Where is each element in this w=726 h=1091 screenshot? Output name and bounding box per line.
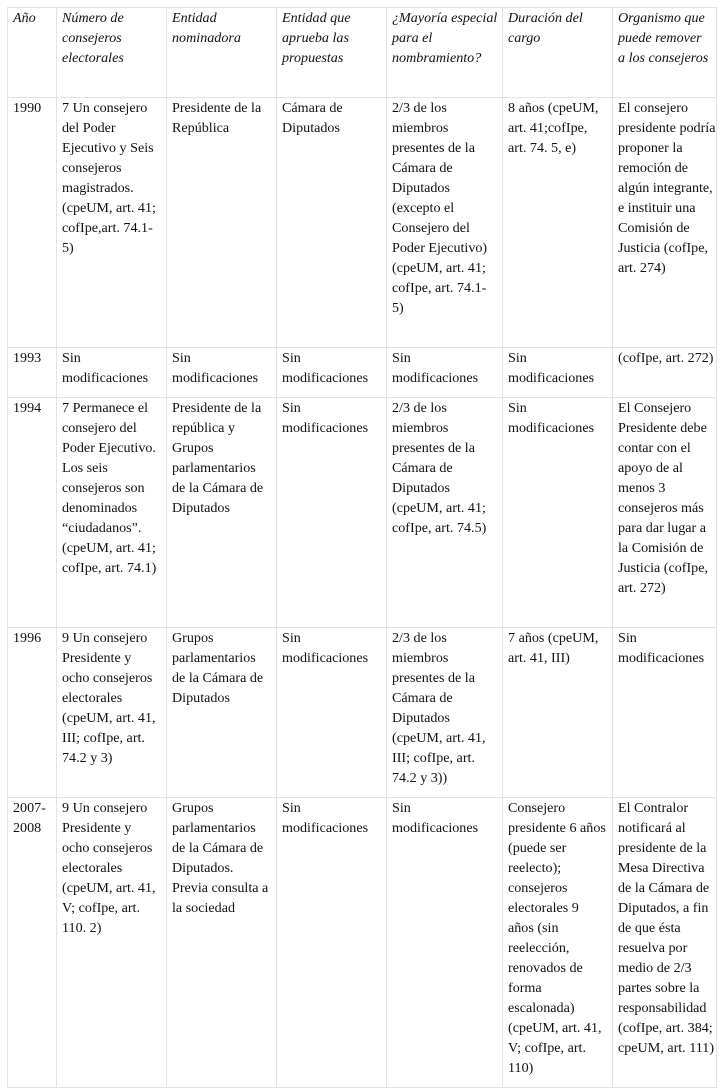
cell-anio: 1994 [8, 398, 57, 628]
cell-organismo-remover: El Consejero Presidente debe contar con el apoyo de al menos 3 consejeros más para dar lugar a la Comisión de Justicia (cofIpe, art. 272) [613, 398, 717, 628]
table-row [8, 348, 717, 398]
table-row [8, 398, 717, 628]
header-numero-consejeros: Número de consejeros electorales [57, 8, 167, 98]
table-row [8, 628, 717, 798]
document-table-container [7, 7, 717, 1088]
cell-mayoria-especial: Sin modificaciones [387, 798, 503, 1088]
cell-mayoria-especial: 2/3 de los miembros presentes de la Cámara de Diputados (excepto el Consejero del Poder Ejecutivo) (cpeUM, art. 41; cofIpe, art. 74.1-5) [387, 98, 503, 348]
header-organismo-remover: Organismo que puede remover a los consejeros [613, 8, 717, 98]
cell-numero-consejeros: 9 Un consejero Presidente y ocho consejeros electorales (cpeUM, art. 41, III; cofIpe, art. 74.2 y 3) [57, 628, 167, 798]
cell-organismo-remover: El consejero presidente podría proponer la remoción de algún integrante, e instituir una Comisión de Justicia (cofIpe, art. 274) [613, 98, 717, 348]
cell-duracion-cargo: 7 años (cpeUM, art. 41, III) [503, 628, 613, 798]
cell-entidad-aprueba: Cámara de Diputados [277, 98, 387, 348]
header-duracion-cargo: Duración del cargo [503, 8, 613, 98]
cell-entidad-nominadora: Grupos parlamentarios de la Cámara de Diputados [167, 628, 277, 798]
cell-mayoria-especial: Sin modificaciones [387, 348, 503, 398]
cell-organismo-remover: El Contralor notificará al presidente de la Mesa Directiva de la Cámara de Diputados, a fin de que ésta resuelva por medio de 2/3 partes sobre la responsabilidad (cofIpe, art. 384; cpeUM, art. 111) [613, 798, 717, 1088]
cell-numero-consejeros: 9 Un consejero Presidente y ocho consejeros electorales (cpeUM, art. 41, V; cofIpe, art. 110. 2) [57, 798, 167, 1088]
cell-mayoria-especial: 2/3 de los miembros presentes de la Cámara de Diputados (cpeUM, art. 41, III; cofIpe, art. 74.2 y 3)) [387, 628, 503, 798]
cell-entidad-aprueba: Sin modificaciones [277, 348, 387, 398]
cell-entidad-aprueba: Sin modificaciones [277, 798, 387, 1088]
cell-organismo-remover: Sin modificaciones [613, 628, 717, 798]
cell-organismo-remover: (cofIpe, art. 272) [613, 348, 717, 398]
cell-numero-consejeros: 7 Un consejero del Poder Ejecutivo y Seis consejeros magistrados. (cpeUM, art. 41; cofIpe,art. 74.1-5) [57, 98, 167, 348]
cell-anio: 1996 [8, 628, 57, 798]
cell-anio: 1990 [8, 98, 57, 348]
cell-duracion-cargo: Sin modificaciones [503, 398, 613, 628]
cell-anio: 1993 [8, 348, 57, 398]
cell-entidad-nominadora: Presidente de la República [167, 98, 277, 348]
consejeros-table [7, 7, 717, 1088]
header-anio: Año [8, 8, 57, 98]
table-row [8, 98, 717, 348]
cell-entidad-aprueba: Sin modificaciones [277, 398, 387, 628]
cell-duracion-cargo: Sin modificaciones [503, 348, 613, 398]
cell-entidad-nominadora: Sin modificaciones [167, 348, 277, 398]
table-row [8, 798, 717, 1088]
cell-numero-consejeros: 7 Permanece el consejero del Poder Ejecutivo. Los seis consejeros son denominados “ciudadanos”. (cpeUM, art. 41; cofIpe, art. 74.1) [57, 398, 167, 628]
cell-anio: 2007-2008 [8, 798, 57, 1088]
cell-numero-consejeros: Sin modificaciones [57, 348, 167, 398]
header-entidad-nominadora: Entidad nominadora [167, 8, 277, 98]
table-header-row [8, 8, 717, 98]
cell-duracion-cargo: 8 años (cpeUM, art. 41;cofIpe, art. 74. 5, e) [503, 98, 613, 348]
cell-mayoria-especial: 2/3 de los miembros presentes de la Cámara de Diputados (cpeUM, art. 41; cofIpe, art. 74.5) [387, 398, 503, 628]
cell-entidad-aprueba: Sin modificaciones [277, 628, 387, 798]
cell-entidad-nominadora: Grupos parlamentarios de la Cámara de Diputados. Previa consulta a la sociedad [167, 798, 277, 1088]
header-entidad-aprueba: Entidad que aprueba las propuestas [277, 8, 387, 98]
header-mayoria-especial: ¿Mayoría especial para el nombramiento? [387, 8, 503, 98]
cell-entidad-nominadora: Presidente de la república y Grupos parlamentarios de la Cámara de Diputados [167, 398, 277, 628]
cell-duracion-cargo: Consejero presidente 6 años (puede ser reelecto); consejeros electorales 9 años (sin reelección, renovados de forma escalonada) (cpeUM, art. 41, V; cofIpe, art. 110) [503, 798, 613, 1088]
